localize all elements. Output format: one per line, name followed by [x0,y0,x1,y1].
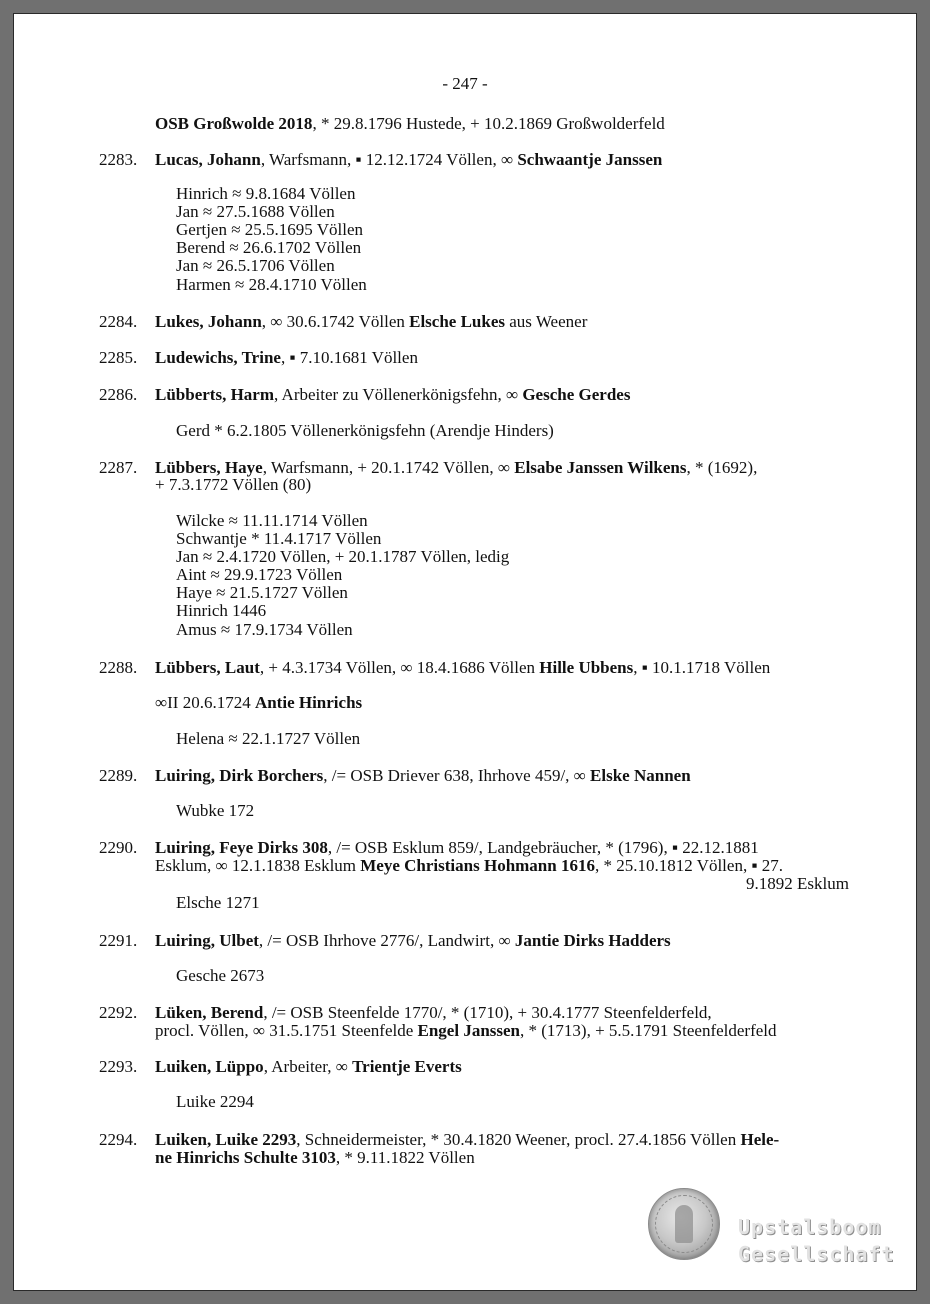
page-content [14,14,916,1290]
entry-text: , Arbeiter zu Völlenerkönigsfehn, ∞ [274,385,523,404]
society-seal-icon [648,1188,720,1260]
person-name: Ludewichs, Trine [155,348,281,367]
person-name: Hille Ubbens [539,658,634,677]
person-name: Elske Nannen [590,766,691,785]
entry-heading-line [155,659,770,677]
person-name: Jantie Dirks Hadders [514,931,671,950]
person-name: OSB Großwolde 2018 [155,114,313,133]
entry-text: , * 29.8.1796 Hustede, + 10.2.1869 Großwolderfeld [312,114,665,133]
entry-text: Harmen ≈ 28.4.1710 Völlen [176,275,367,294]
entry-text: Gerd * 6.2.1805 Völlenerkönigsfehn (Arendje Hinders) [176,421,554,440]
entry-text: , ▪ 10.1.1718 Völlen [633,658,771,677]
entry-text: procl. Völlen, ∞ 31.5.1751 Steenfelde [155,1021,418,1040]
person-name: Lüken, Berend [155,1003,264,1022]
entry-text: Berend ≈ 26.6.1702 Völlen [176,238,362,257]
person-name: Elsabe Janssen Wilkens [514,458,687,477]
entry-detail-line [176,967,264,985]
person-name: Gesche Gerdes [522,385,631,404]
person-name: Antie Hinrichs [254,693,363,712]
person-name: Lübberts, Harm [155,385,274,404]
entry-number: 2290. [99,838,138,857]
entry-number: 2284. [99,312,138,331]
entry-text: aus Weener [505,312,588,331]
entry-number: 2283. [99,150,138,169]
entry-text: , * (1713), + 5.5.1791 Steenfelderfeld [520,1021,777,1040]
entry-text: , * 9.11.1822 Völlen [335,1148,475,1167]
person-name: Luiring, Feye Dirks 308 [155,838,328,857]
entry-detail-line [176,602,266,620]
entry-number: 2292. [99,1003,138,1022]
entry-text: , /= OSB Driever 638, Ihrhove 459/, ∞ [323,766,591,785]
entry-text: Jan ≈ 26.5.1706 Völlen [176,256,335,275]
entry-number: 2287. [99,458,138,477]
entry-detail-line [155,857,783,875]
entry-text: Wubke 172 [176,801,255,820]
entry-detail-line [176,1093,254,1111]
entry-text: , ∞ 30.6.1742 Völlen [261,312,410,331]
entry-number: 2293. [99,1057,138,1076]
entry-text: Gesche 2673 [176,966,265,985]
entry-text: Hinrich ≈ 9.8.1684 Völlen [176,184,356,203]
entry-text: , /= OSB Ihrhove 2776/, Landwirt, ∞ [258,931,515,950]
entry-text: Haye ≈ 21.5.1727 Völlen [176,583,348,602]
person-name: Luiring, Ulbet [155,931,259,950]
entry-text: Jan ≈ 2.4.1720 Völlen, + 20.1.1787 Völlen, ledig [176,547,510,566]
entry-text: , /= OSB Esklum 859/, Landgebräucher, * (1796), ▪ 22.12.1881 [327,838,759,857]
person-name: Luiring, Dirk Borchers [155,766,324,785]
person-name: Luiken, Luike 2293 [155,1130,297,1149]
entry-detail-line [176,548,509,566]
entry-detail-line [176,203,335,221]
entry-text: , + 4.3.1734 Völlen, ∞ 18.4.1686 Völlen [259,658,540,677]
person-name: Lübbers, Haye [155,458,263,477]
entry-text: Hinrich 1446 [176,601,267,620]
entry-heading-line [155,1058,462,1076]
entry-number: 2294. [99,1130,138,1149]
entry-detail-line [176,530,381,548]
document-page [13,13,917,1291]
entry-detail-line [155,1149,475,1167]
entry-text: , * (1692), [686,458,758,477]
person-name: Lukes, Johann [155,312,262,331]
entry-heading-line [155,151,662,169]
entry-detail-line [176,257,335,275]
person-name: Hele- [740,1130,780,1149]
person-name: Schwaantje Janssen [517,150,663,169]
entry-number: 2289. [99,766,138,785]
entry-detail-line [155,1022,777,1040]
entry-detail-line [176,730,360,748]
entry-text: Luike 2294 [176,1092,254,1111]
entry-detail-line [176,566,342,584]
entry-text: Schwantje * 11.4.1717 Völlen [176,529,382,548]
person-name: Trientje Everts [352,1057,462,1076]
entry-heading-line [155,839,759,857]
person-name: Engel Janssen [417,1021,521,1040]
person-name: Elsche Lukes [409,312,506,331]
entry-detail-line [176,512,368,530]
entry-text: , ▪ 7.10.1681 Völlen [280,348,418,367]
entry-detail-line [155,115,665,133]
entry-detail-line [176,185,355,203]
entry-heading-line [155,932,671,950]
entry-number: 2285. [99,348,138,367]
entry-heading-line [155,1131,779,1149]
page-number: - 247 - [442,74,488,93]
entry-text: , /= OSB Steenfelde 1770/, * (1710), + 30.4.1777 Steenfelderfeld, [263,1003,712,1022]
entry-detail-line [746,875,849,893]
entry-text: Aint ≈ 29.9.1723 Völlen [176,565,343,584]
person-name: Lucas, Johann [155,150,261,169]
entry-text: + 7.3.1772 Völlen (80) [155,475,312,494]
entry-number: 2288. [99,658,138,677]
person-name: Lübbers, Laut [155,658,260,677]
person-name: ne Hinrichs Schulte 3103 [155,1148,336,1167]
entry-number: 2286. [99,385,138,404]
entry-text: , Warfsmann, + 20.1.1742 Völlen, ∞ [262,458,515,477]
entry-detail-line [176,276,367,294]
brand-line-2: Gesellschaft [738,1242,895,1266]
entry-text: , Warfsmann, ▪ 12.12.1724 Völlen, ∞ [260,150,518,169]
entry-text: Gertjen ≈ 25.5.1695 Völlen [176,220,364,239]
person-name: Meye Christians Hohmann 1616 [360,856,595,875]
entry-text: Jan ≈ 27.5.1688 Völlen [176,202,335,221]
entry-detail-line [176,422,554,440]
entry-text: Esklum, ∞ 12.1.1838 Esklum [155,856,361,875]
entry-heading-line [155,386,630,404]
entry-text: Wilcke ≈ 11.11.1714 Völlen [176,511,368,530]
entry-detail-line [176,221,363,239]
entry-detail-line [176,584,348,602]
entry-text: Amus ≈ 17.9.1734 Völlen [176,620,353,639]
entry-detail-line [155,476,311,494]
entry-heading-line [155,767,691,785]
entry-text: , * 25.10.1812 Völlen, ▪ 27. [594,856,783,875]
entry-detail-line [176,894,260,912]
entry-text: ∞II 20.6.1724 [155,693,255,712]
entry-detail-line [176,239,361,257]
entry-heading-line [155,313,587,331]
person-name: Luiken, Lüppo [155,1057,264,1076]
entry-text: , Arbeiter, ∞ [263,1057,353,1076]
entry-heading-line [155,349,418,367]
entry-detail-line [155,694,362,712]
entry-detail-line [176,621,353,639]
entry-number: 2291. [99,931,138,950]
entry-text: , Schneidermeister, * 30.4.1820 Weener, procl. 27.4.1856 Völlen [296,1130,741,1149]
entry-text: Helena ≈ 22.1.1727 Völlen [176,729,361,748]
entry-text: Elsche 1271 [176,893,260,912]
entry-detail-line [176,802,254,820]
brand-line-1: Upstalsboom [738,1215,882,1239]
entry-text: 9.1892 Esklum [746,874,849,893]
entry-heading-line [155,1004,712,1022]
